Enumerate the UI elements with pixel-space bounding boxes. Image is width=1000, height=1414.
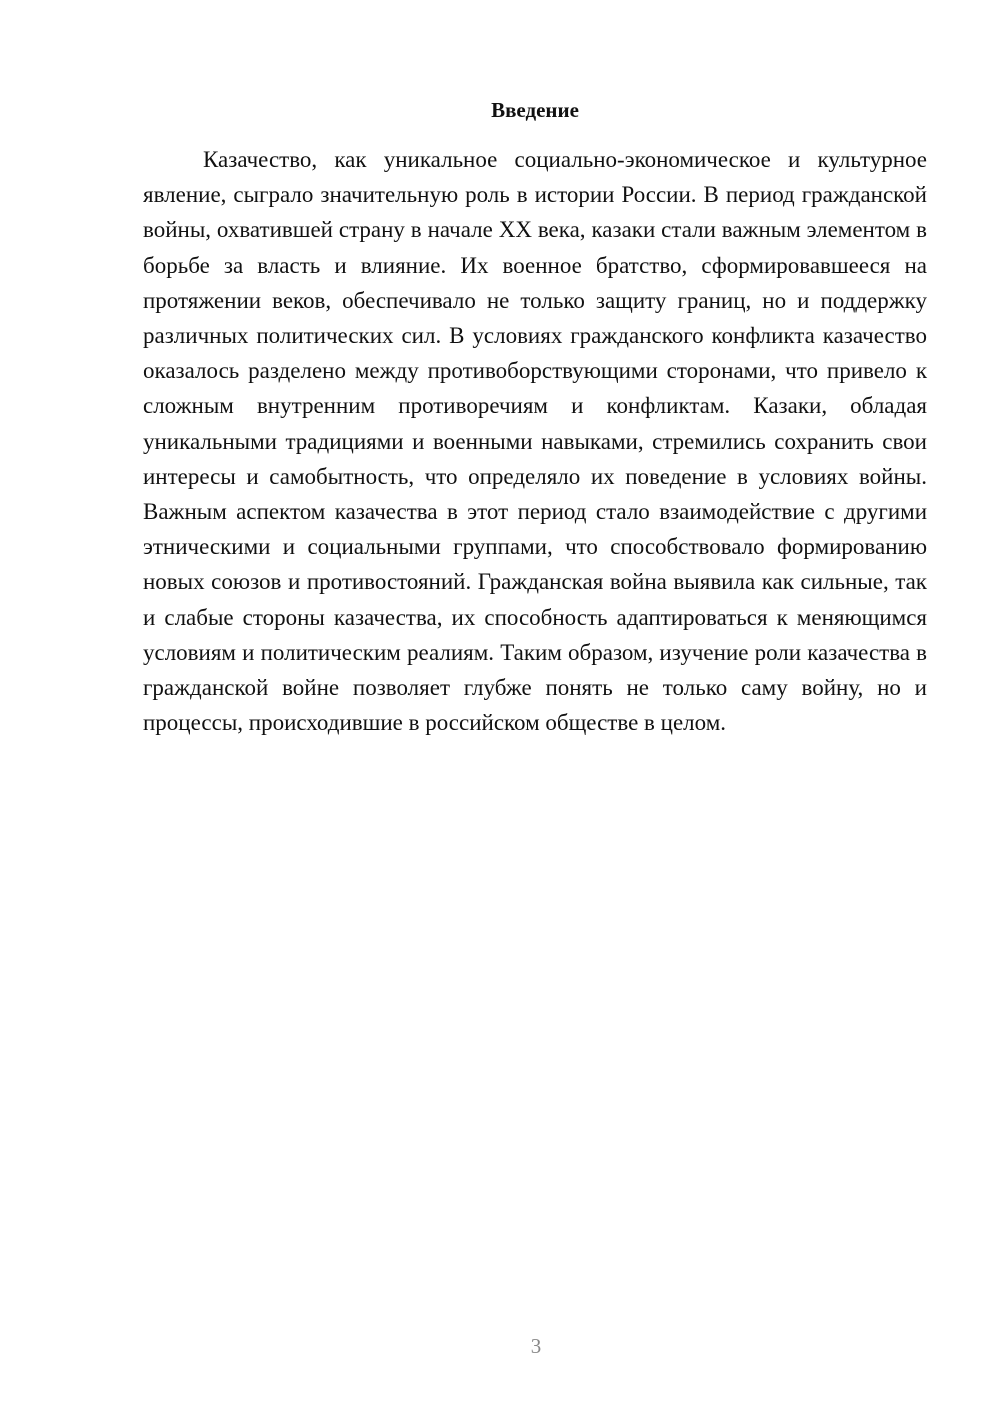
intro-paragraph: Казачество, как уникальное социально-экономическое и культурное явление, сыграло значительную роль в истории России. В период гражданской войны, охватившей страну в начале XX века, казаки стали важным элементом в борьбе за власть и влияние. Их военное братство, сформировавшееся на протяжении веков, обеспечивало не только защиту границ, но и поддержку различных политических сил. В условиях гражданского конфликта казачество оказалось разделено между противоборствующими сторонами, что привело к сложным внутренним противоречиям и конфликтам. Казаки, обладая уникальными традициями и военными навыками, стремились сохранить свои интересы и самобытность, что определяло их поведение в условиях войны. Важным аспектом казачества в этот период стало взаимодействие с другими этническими и социальными группами, что способствовало формированию новых союзов и противостояний. Гражданская война выявила как сильные, так и слабые стороны казачества, их способность адаптироваться к меняющимся условиям и политическим реалиям. Таким образом, изучение роли казачества в гражданской войне позволяет глубже понять не только саму войну, но и процессы, происходившие в российском обществе в целом.	[143, 147, 927, 736]
page-number: 3	[530, 1334, 542, 1358]
page-title: Введение	[491, 98, 579, 122]
